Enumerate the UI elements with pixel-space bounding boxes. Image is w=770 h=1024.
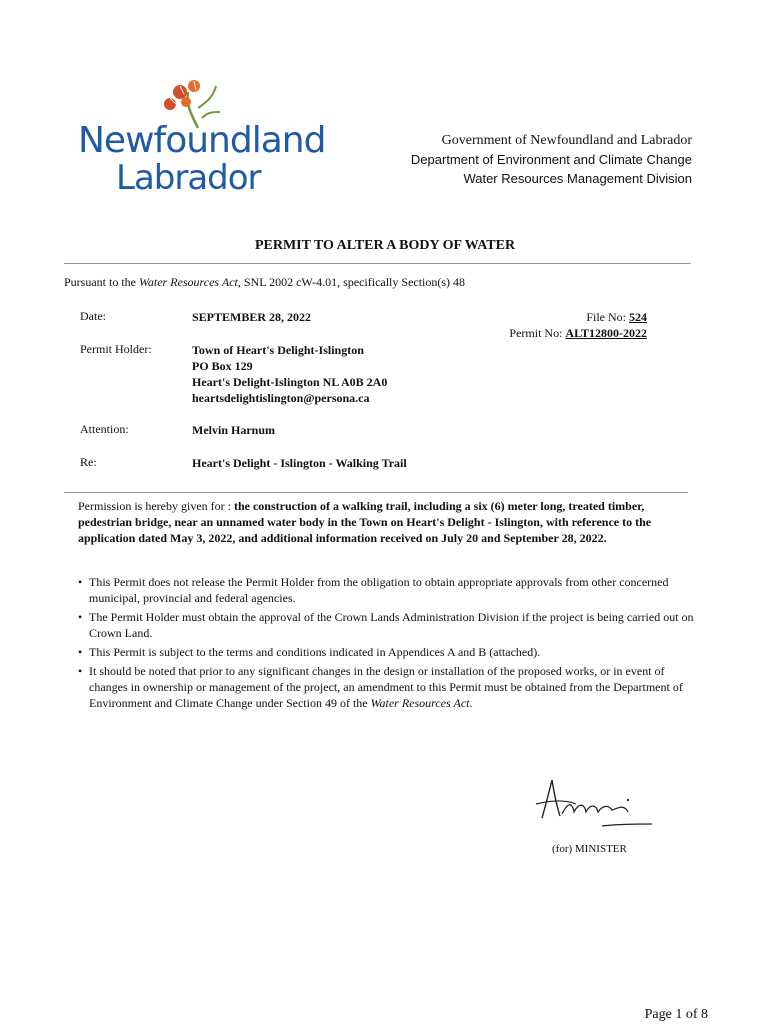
file-label: File No: xyxy=(586,310,629,324)
government-name: Government of Newfoundland and Labrador xyxy=(441,133,692,148)
conditions-list xyxy=(78,574,694,714)
condition-text: This Permit does not release the Permit Holder from the obligation to obtain appropriate approvals from other concerned municipal, provincial and federal agencies. xyxy=(89,575,669,605)
holder-email: heartsdelightislington@persona.ca xyxy=(192,391,370,405)
page-number: Page 1 of 8 xyxy=(644,1007,708,1022)
signature-caption: (for) MINISTER xyxy=(552,843,627,855)
logo-text-newfoundland: Newfoundland xyxy=(78,120,326,161)
re-label: Re: xyxy=(80,455,97,469)
permission-statement xyxy=(78,498,692,546)
bullet-icon: • xyxy=(78,575,83,589)
department-header xyxy=(411,131,692,188)
list-item xyxy=(78,644,694,660)
attention-label: Attention: xyxy=(80,422,129,436)
file-numbers xyxy=(509,309,647,341)
holder-po-box: PO Box 129 xyxy=(192,359,253,373)
pursuant-prefix: Pursuant to the xyxy=(64,275,139,289)
division-name: Water Resources Management Division xyxy=(463,171,692,186)
condition-text: It should be noted that prior to any significant changes in the design or installation of the proposed works, or in event of changes in ownership or management of the project, an amendment to this Permit must be obtained from the Department of Environment and Climate Change under Section 49 of the xyxy=(89,664,683,710)
document-title: PERMIT TO ALTER A BODY OF WATER xyxy=(254,238,516,253)
file-number-line xyxy=(509,309,647,325)
permission-prefix: Permission is hereby given for : xyxy=(78,499,234,513)
logo-text-labrador: Labrador xyxy=(116,158,261,198)
pursuant-statement xyxy=(64,275,465,290)
act-name: Water Resources Act xyxy=(139,275,238,289)
bullet-icon: • xyxy=(78,645,83,659)
list-item xyxy=(78,574,694,606)
divider xyxy=(64,492,688,493)
condition-text: This Permit is subject to the terms and conditions indicated in Appendices A and B (attached). xyxy=(89,645,541,659)
permit-holder-label: Permit Holder: xyxy=(80,342,152,356)
bullet-icon: • xyxy=(78,664,83,678)
condition-text: The Permit Holder must obtain the approval of the Crown Lands Administration Division if the project is being carried out on Crown Land. xyxy=(89,610,694,640)
permit-number: ALT12800-2022 xyxy=(565,326,647,340)
holder-name: Town of Heart's Delight-Islington xyxy=(192,343,364,357)
attention-value: Melvin Harnum xyxy=(192,423,275,437)
date-value: SEPTEMBER 28, 2022 xyxy=(192,310,312,324)
condition-end: . xyxy=(469,696,473,710)
divider xyxy=(64,263,691,264)
re-value: Heart's Delight - Islington - Walking Trail xyxy=(192,456,407,470)
minister-signature xyxy=(532,774,658,830)
date-label: Date: xyxy=(80,309,106,323)
holder-city: Heart's Delight-Islington NL A0B 2A0 xyxy=(192,375,388,389)
act-name: Water Resources Act xyxy=(370,696,470,710)
bullet-icon: • xyxy=(78,610,83,624)
permission-body: the construction of a walking trail, including a six (6) meter long, treated timber, pedestrian bridge, near an unnamed water body in the Town on Heart's Delight - Islington, with reference to the application dated May 3, 2022, and additional information received on July 20 and September 28, 2022. xyxy=(78,499,652,545)
permit-number-line xyxy=(509,325,647,341)
permit-holder-address xyxy=(192,342,387,406)
department-name: Department of Environment and Climate Change xyxy=(410,152,692,167)
government-logo xyxy=(78,78,326,200)
list-item xyxy=(78,663,694,711)
pursuant-suffix: , SNL 2002 cW-4.01, specifically Section(s) 48 xyxy=(237,275,466,289)
permit-label: Permit No: xyxy=(509,326,566,340)
file-number: 524 xyxy=(629,310,647,324)
list-item xyxy=(78,609,694,641)
